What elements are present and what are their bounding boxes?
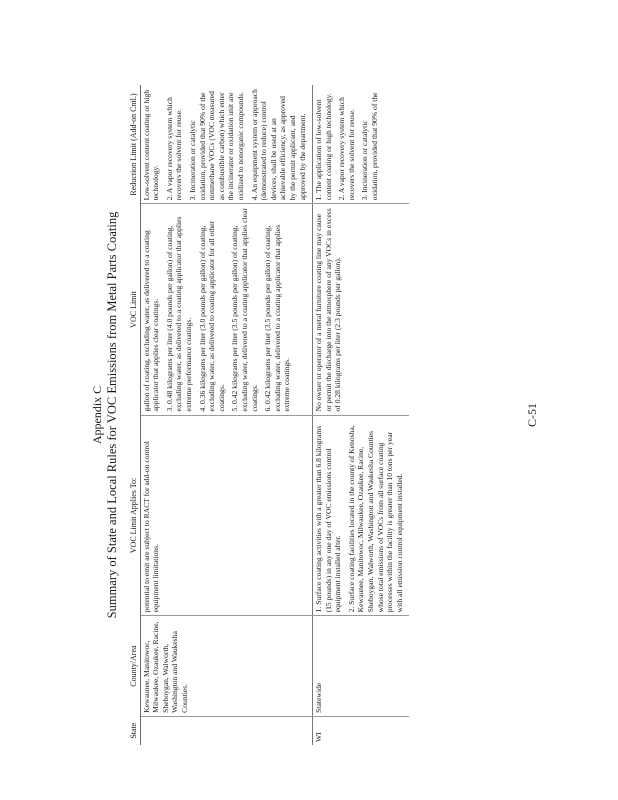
applies-paragraph: 2. Surface coating facilities located in the county of Kenosha, Kewaunee, Manitowoc, Milwaukee, Ozaukee, Racine, Sheboygan, Walworth, Washington and Waukesha Counties whose total emissions of VOCs from all surface coating processes within the facility is greater than 10 tons per year with all emission control equipment installed. xyxy=(346,425,404,613)
rotated-page xyxy=(70,85,550,745)
voc-paragraph: No owner or operator of a metal furniture coating line may cause or permit the discharge into the atmosphere of any VOCs in excess of 0.28 kilograms per liter (2.3 pounds per gallon). xyxy=(314,208,343,412)
table-row xyxy=(140,85,313,745)
ract-paragraph: 3. Incineration or catalytic oxidation, provided that 90% of the xyxy=(360,92,380,201)
ract-paragraph: 4. An equipment system or approach (demonstrated to reduce) control devices, shall be used at an achievable efficiency, as approved by the permit applicant, and approved by the department. xyxy=(249,89,307,201)
ract-paragraph: 2. A vapor recovery system which recovers the solvent for reuse. xyxy=(337,97,356,201)
ract-paragraph: 2. A vapor recovery system which recovers the solvent for reuse. xyxy=(164,97,184,201)
page-title: Summary of State and Local Rules for VOC Emissions from Metal Parts Coating xyxy=(105,211,119,619)
cell-reduction-limit xyxy=(140,85,313,204)
ract-paragraph: Low-solvent content coating or high technology. xyxy=(141,89,161,201)
voc-paragraph: 6. 0.42 kilograms per liter (3.5 pounds per gallon) of coating, excluding water, delivered to a coating applicator that applies extreme coatings. xyxy=(263,224,292,412)
voc-paragraph: gallon of coating, excluding water, as delivered to a coating applicator that applies clear coatings. xyxy=(141,230,161,412)
table-header-row xyxy=(128,85,140,745)
cell-state: WI xyxy=(313,716,410,745)
rules-table xyxy=(128,85,409,745)
appendix-heading: Appendix C xyxy=(90,385,104,445)
cell-state xyxy=(140,716,313,745)
col-header-county-area: County/Area xyxy=(128,616,140,716)
col-header-reduction-limit: Reduction Limit (Add-on Cntl.) xyxy=(128,85,140,204)
voc-paragraph: 3. 0.48 kilograms per liter (4.0 pounds per gallon) of coating, excluding water, as delivered to a coating applicator that applies extreme performance coatings. xyxy=(164,216,193,412)
table-row xyxy=(313,85,410,745)
col-header-state: State xyxy=(128,716,140,745)
col-header-applies-to: VOC Limit Applies To: xyxy=(128,415,140,616)
page-number: C-51 xyxy=(525,403,539,427)
cell-voc-limit xyxy=(140,204,313,415)
ract-paragraph: 1. The application of low-solvent content coating or high technology. xyxy=(314,93,333,201)
cell-voc-limit xyxy=(313,204,410,415)
cell-applies xyxy=(140,415,313,616)
cell-applies xyxy=(313,415,410,616)
col-header-voc-limit: VOC Limit xyxy=(128,204,140,415)
voc-paragraph: 4. 0.36 kilograms per liter (3.0 pounds per gallon) of coating, excluding water, as delivered to coating applicator for all other coatings. xyxy=(197,220,226,412)
applies-paragraph: potential to emit are subject to RACT for add-on control equipment limitations. xyxy=(141,441,161,613)
cell-area: Statewide xyxy=(313,616,410,716)
voc-paragraph: 5. 0.42 kilograms per liter (3.5 pounds per gallon) of coating, excluding water, delivered to a coating applicator that applies clear coatings. xyxy=(230,208,259,412)
cell-reduction-limit xyxy=(313,85,410,204)
ract-paragraph: 3. Incineration or catalytic oxidation, provided that 90% of the nonmethane VOCs (VOC measured as combustible carbon) which enter the incinerator or oxidation unit are oxidized to nonorganic compounds. xyxy=(187,91,245,201)
cell-area: Kewaunee, Manitowoc, Milwaukee, Ozaukee, Racine, Sheboygan, Walworth, Washington and Waukesha Counties. xyxy=(140,616,313,716)
applies-paragraph: 1. Surface coating activities with a greater than 6.8 kilograms (15 pounds) in any one day of VOC emissions control equipment installed after. xyxy=(314,425,343,613)
